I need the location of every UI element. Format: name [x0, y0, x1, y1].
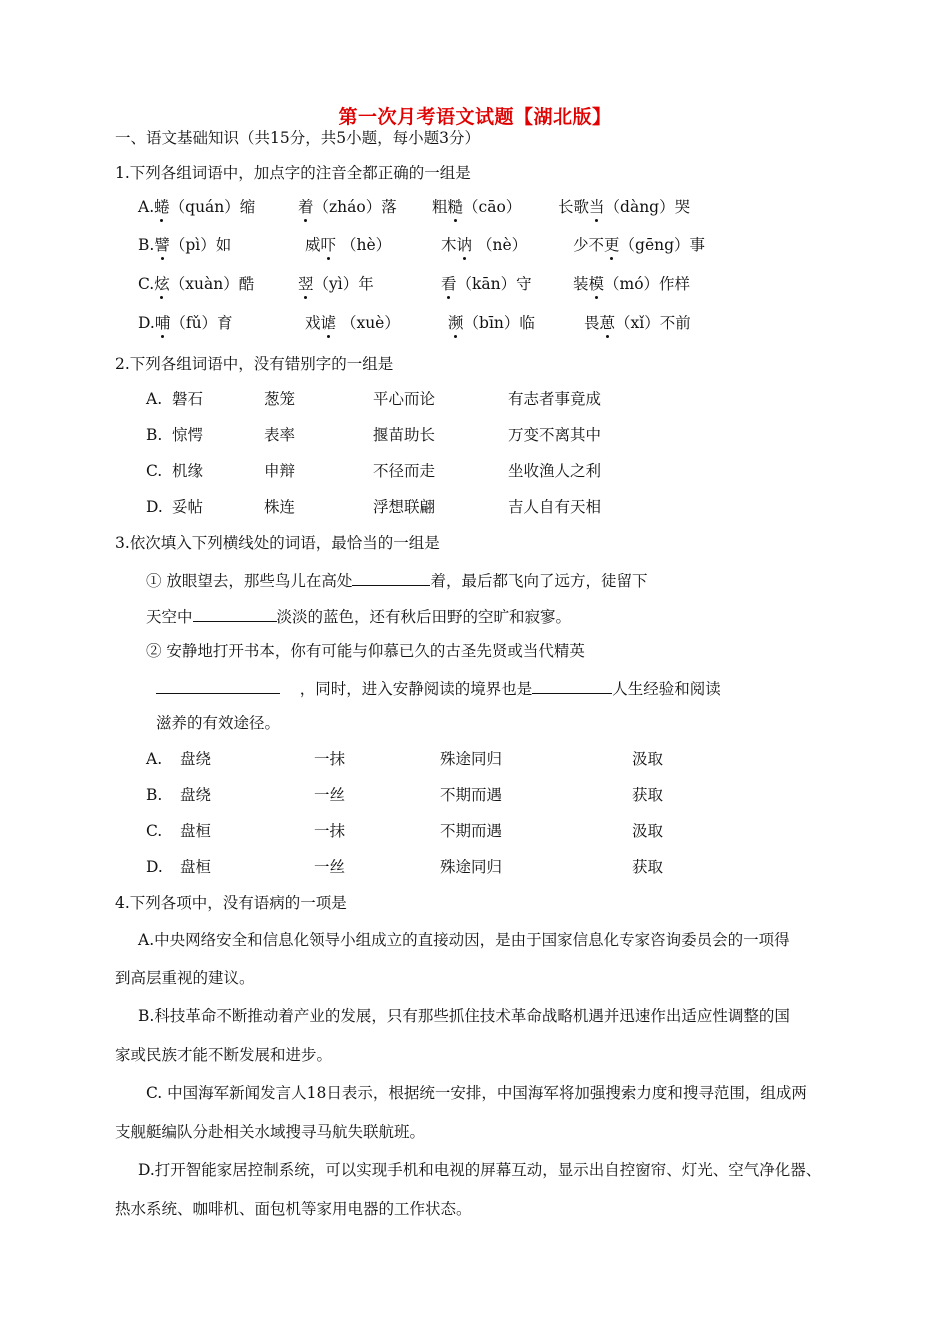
- q3-option-d-3: 殊途同归: [440, 858, 503, 876]
- q3-option-a-1: 盘绕: [180, 750, 212, 768]
- section-heading: 一、语文基础知识（共15分，共5小题，每小题3分）: [115, 129, 480, 147]
- emphasis-dot-char: 譬: [154, 236, 170, 254]
- q4-option-a-line-2: 到高层重视的建议。: [115, 969, 255, 987]
- q2-option-d-1: 妥帖: [172, 498, 204, 516]
- q3-passage-1-line-2: [146, 605, 571, 627]
- q3-passage-2-line-3: 滋养的有效途径。: [156, 714, 281, 732]
- q2-option-c-2: 申辩: [264, 462, 296, 480]
- q2-option-a-3: 平心而论: [373, 390, 436, 408]
- q1-option-d-1: D.哺（fǔ）育: [138, 314, 233, 332]
- q2-option-b-1: 惊愕: [172, 426, 204, 444]
- q1-option-b-3: 木讷 （nè）: [441, 236, 528, 254]
- q2-option-b-3: 揠苗助长: [373, 426, 436, 444]
- q2-option-a-4: 有志者事竟成: [508, 390, 602, 408]
- emphasis-dot-char: 葸: [599, 314, 616, 332]
- q1-option-a-2: 着（zháo）落: [298, 198, 397, 216]
- q2-option-d-letter: D.: [146, 498, 163, 516]
- q2-option-d-4: 吉人自有天相: [508, 498, 602, 516]
- question-4-stem: 4.下列各项中，没有语病的一项是: [115, 894, 347, 912]
- q3-option-d-4: 获取: [632, 858, 664, 876]
- q4-option-b-line-2: 家或民族才能不断发展和进步。: [115, 1046, 333, 1064]
- q3-passage-1-text-c: 天空中: [146, 608, 193, 626]
- q1-option-c-3: 看（kān）守: [441, 275, 532, 293]
- q3-passage-2-text-c: 人生经验和阅读: [612, 680, 721, 698]
- question-1-stem: 1.下列各组词语中，加点字的注音全都正确的一组是: [115, 164, 471, 182]
- emphasis-dot-char: 濒: [448, 314, 464, 332]
- q1-option-d-3: 濒（bīn）临: [448, 314, 535, 332]
- emphasis-dot-char: 看: [441, 275, 457, 293]
- emphasis-dot-char: 讷: [456, 236, 473, 254]
- q2-option-a-1: 磐石: [172, 390, 204, 408]
- q2-option-c-letter: C.: [146, 462, 163, 480]
- q3-blank-3: [156, 677, 280, 694]
- q3-passage-2-line-1: ② 安静地打开书本，你有可能与仰慕已久的古圣先贤或当代精英: [146, 642, 585, 660]
- q2-option-a-2: 葱笼: [264, 390, 296, 408]
- emphasis-dot-char: 更: [604, 236, 620, 254]
- emphasis-dot-char: 糙: [447, 198, 464, 216]
- q3-option-b-4: 获取: [632, 786, 664, 804]
- q4-option-c-line-1: C. 中国海军新闻发言人18日表示，根据统一安排，中国海军将加强搜索力度和搜寻范围，组成两: [146, 1084, 807, 1102]
- q3-option-c-4: 汲取: [632, 822, 664, 840]
- q2-option-b-2: 表率: [264, 426, 296, 444]
- q2-option-b-letter: B.: [146, 426, 163, 444]
- q2-option-c-3: 不径而走: [373, 462, 436, 480]
- q1-option-a-4: 长歌当（dàng）哭: [558, 198, 691, 216]
- q2-option-c-1: 机缘: [172, 462, 204, 480]
- q4-option-a-line-1: A.中央网络安全和信息化领导小组成立的直接动因，是由于国家信息化专家咨询委员会的一项得: [138, 931, 790, 949]
- emphasis-dot-char: 哺: [154, 314, 171, 332]
- q3-option-a-3: 殊途同归: [440, 750, 503, 768]
- q3-passage-1-line-1: [146, 569, 647, 591]
- q4-option-b-line-1: B.科技革命不断推动着产业的发展，只有那些抓住技术革命战略机遇并迅速作出适应性调整的国: [138, 1007, 790, 1025]
- q3-passage-2-line-2: [156, 677, 721, 699]
- q3-option-b-1: 盘绕: [180, 786, 212, 804]
- q1-option-b-2: 威吓 （hè）: [305, 236, 392, 254]
- q1-option-d-2: 戏谑 （xuè）: [305, 314, 400, 332]
- emphasis-dot-char: 吓: [320, 236, 337, 254]
- q3-option-b-3: 不期而遇: [440, 786, 503, 804]
- emphasis-dot-char: 翌: [298, 275, 314, 293]
- emphasis-dot-char: 谑: [320, 314, 337, 332]
- q3-blank-1: [352, 569, 430, 586]
- emphasis-dot-char: 当: [589, 198, 605, 216]
- q3-passage-1-text-a: ① 放眼望去，那些鸟儿在高处: [146, 572, 353, 590]
- question-2-stem: 2.下列各组词语中，没有错别字的一组是: [115, 355, 394, 373]
- q3-option-d-2: 一丝: [314, 858, 346, 876]
- q3-passage-1-text-b: 着，最后都飞向了远方，徒留下: [430, 572, 648, 590]
- q1-option-b-4: 少不更（gēng）事: [573, 236, 706, 254]
- page-title: 第一次月考语文试题【湖北版】: [338, 106, 612, 128]
- emphasis-dot-char: 模: [588, 275, 605, 293]
- q2-option-a-letter: A.: [146, 390, 163, 408]
- emphasis-dot-char: 蜷: [154, 198, 170, 216]
- q1-option-c-4: 装模（mó）作样: [573, 275, 691, 293]
- q3-option-b-letter: B.: [146, 786, 163, 804]
- emphasis-dot-char: 着: [298, 198, 314, 216]
- q1-option-c-2: 翌（yì）年: [298, 275, 374, 293]
- q4-option-c-line-2: 支舰艇编队分赴相关水域搜寻马航失联航班。: [115, 1123, 426, 1141]
- q3-passage-1-text-d: 淡淡的蓝色，还有秋后田野的空旷和寂寥。: [276, 608, 572, 626]
- q4-option-d-line-2: 热水系统、咖啡机、面包机等家用电器的工作状态。: [115, 1200, 472, 1218]
- q1-option-a-3: 粗糙（cāo）: [432, 198, 522, 216]
- q1-option-b-1: B.譬（pì）如: [138, 236, 232, 254]
- q3-option-c-3: 不期而遇: [440, 822, 503, 840]
- q3-option-a-2: 一抹: [314, 750, 346, 768]
- q3-passage-2-text-b: ，同时，进入安静阅读的境界也是: [299, 680, 533, 698]
- q2-option-c-4: 坐收渔人之利: [508, 462, 602, 480]
- q1-option-d-4: 畏葸（xǐ）不前: [584, 314, 691, 332]
- emphasis-dot-char: 炫: [154, 275, 170, 293]
- question-3-stem: 3.依次填入下列横线处的词语，最恰当的一组是: [115, 534, 440, 552]
- q3-option-d-letter: D.: [146, 858, 163, 876]
- q2-option-b-4: 万变不离其中: [508, 426, 602, 444]
- q1-option-c-1: C.炫（xuàn）酷: [138, 275, 255, 293]
- q2-option-d-3: 浮想联翩: [373, 498, 436, 516]
- q3-option-a-letter: A.: [146, 750, 163, 768]
- q2-option-d-2: 株连: [264, 498, 296, 516]
- q3-blank-4: [532, 677, 612, 694]
- q3-option-d-1: 盘桓: [180, 858, 212, 876]
- q1-option-a-1: A.蜷（quán）缩: [138, 198, 256, 216]
- q3-blank-2: [193, 605, 277, 622]
- q3-option-a-4: 汲取: [632, 750, 664, 768]
- q3-option-c-letter: C.: [146, 822, 163, 840]
- q4-option-d-line-1: D.打开智能家居控制系统，可以实现手机和电视的屏幕互动，显示出自控窗帘、灯光、空气净化器、: [138, 1161, 822, 1179]
- q3-option-c-1: 盘桓: [180, 822, 212, 840]
- q3-option-c-2: 一抹: [314, 822, 346, 840]
- q3-option-b-2: 一丝: [314, 786, 346, 804]
